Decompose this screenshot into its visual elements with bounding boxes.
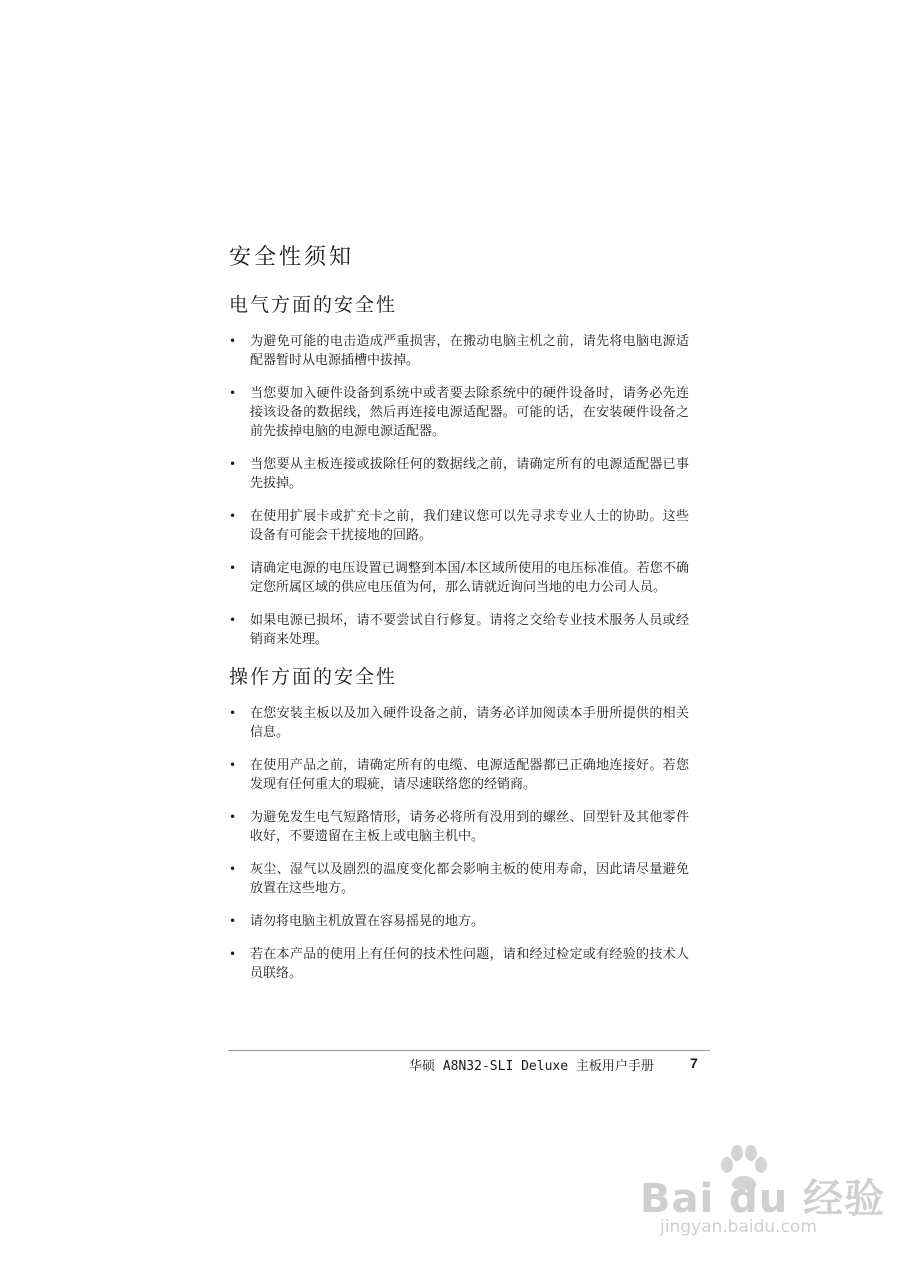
- footer-manual-title: 华硕 A8N32-SLI Deluxe 主板用户手册: [409, 1059, 654, 1074]
- list-item: [229, 808, 689, 846]
- bullet-icon: •: [229, 509, 237, 523]
- list-item-text: 若在本产品的使用上有任何的技术性问题，请和经过检定或有经验的技术人员联络。: [250, 947, 689, 981]
- watermark-brand: Bai du 经验: [640, 1176, 886, 1222]
- list-item-text: 在使用扩展卡或扩充卡之前，我们建议您可以先寻求专业人士的协助。这些设备有可能会干扰接地的回路。: [250, 509, 689, 543]
- section-title-operation: 操作方面的安全性: [229, 666, 398, 688]
- bullet-icon: •: [229, 613, 237, 627]
- list-item: [229, 559, 689, 597]
- list-item: [229, 945, 689, 983]
- bullet-icon: •: [229, 914, 237, 928]
- list-item: [229, 455, 689, 493]
- list-item-text: 当您要加入硬件设备到系统中或者要去除系统中的硬件设备时，请务必先连接该设备的数据线，然后再连接电源适配器。可能的话，在安装硬件设备之前先拔掉电脑的电源电源适配器。: [250, 386, 689, 439]
- list-item-text: 当您要从主板连接或拔除任何的数据线之前，请确定所有的电源适配器已事先拔掉。: [250, 457, 689, 491]
- list-item-text: 如果电源已损坏，请不要尝试自行修复。请将之交给专业技术服务人员或经销商来处理。: [250, 613, 689, 647]
- footer-divider: [228, 1050, 710, 1051]
- bullet-icon: •: [229, 386, 237, 400]
- watermark-url: jingyan.baidu.com: [660, 1217, 817, 1237]
- list-item-text: 在您安装主板以及加入硬件设备之前，请务必详加阅读本手册所提供的相关信息。: [250, 706, 689, 740]
- bullet-icon: •: [229, 457, 237, 471]
- section-title-electrical: 电气方面的安全性: [229, 294, 398, 316]
- list-item: [229, 611, 689, 649]
- electrical-safety-list: [229, 332, 689, 663]
- list-item-text: 在使用产品之前，请确定所有的电缆、电源适配器都已正确地连接好。若您发现有任何重大的瑕疵，请尽速联络您的经销商。: [250, 758, 689, 792]
- list-item: [229, 507, 689, 545]
- operation-safety-list: [229, 704, 689, 997]
- list-item: [229, 756, 689, 794]
- bullet-icon: •: [229, 758, 237, 772]
- list-item: [229, 704, 689, 742]
- list-item: [229, 332, 689, 370]
- bullet-icon: •: [229, 862, 237, 876]
- page-title: 安全性须知: [229, 245, 355, 270]
- bullet-icon: •: [229, 334, 237, 348]
- bullet-icon: •: [229, 947, 237, 961]
- list-item-text: 为避免发生电气短路情形，请务必将所有没用到的螺丝、回型针及其他零件收好，不要遗留在主板上或电脑主机中。: [250, 810, 689, 844]
- list-item-text: 请确定电源的电压设置已调整到本国/本区域所使用的电压标准值。若您不确定您所属区域的供应电压值为何，那么请就近询问当地的电力公司人员。: [250, 561, 689, 595]
- page-number: 7: [690, 1055, 698, 1071]
- list-item-text: 为避免可能的电击造成严重损害，在搬动电脑主机之前，请先将电脑电源适配器暂时从电源插槽中拔掉。: [250, 334, 689, 368]
- bullet-icon: •: [229, 706, 237, 720]
- list-item: [229, 860, 689, 898]
- list-item: [229, 912, 689, 931]
- watermark: [640, 1145, 886, 1245]
- bullet-icon: •: [229, 810, 237, 824]
- list-item-text: 请勿将电脑主机放置在容易摇晃的地方。: [250, 914, 485, 929]
- bullet-icon: •: [229, 561, 237, 575]
- list-item: [229, 384, 689, 441]
- list-item-text: 灰尘、湿气以及剧烈的温度变化都会影响主板的使用寿命，因此请尽量避免放置在这些地方。: [250, 862, 689, 896]
